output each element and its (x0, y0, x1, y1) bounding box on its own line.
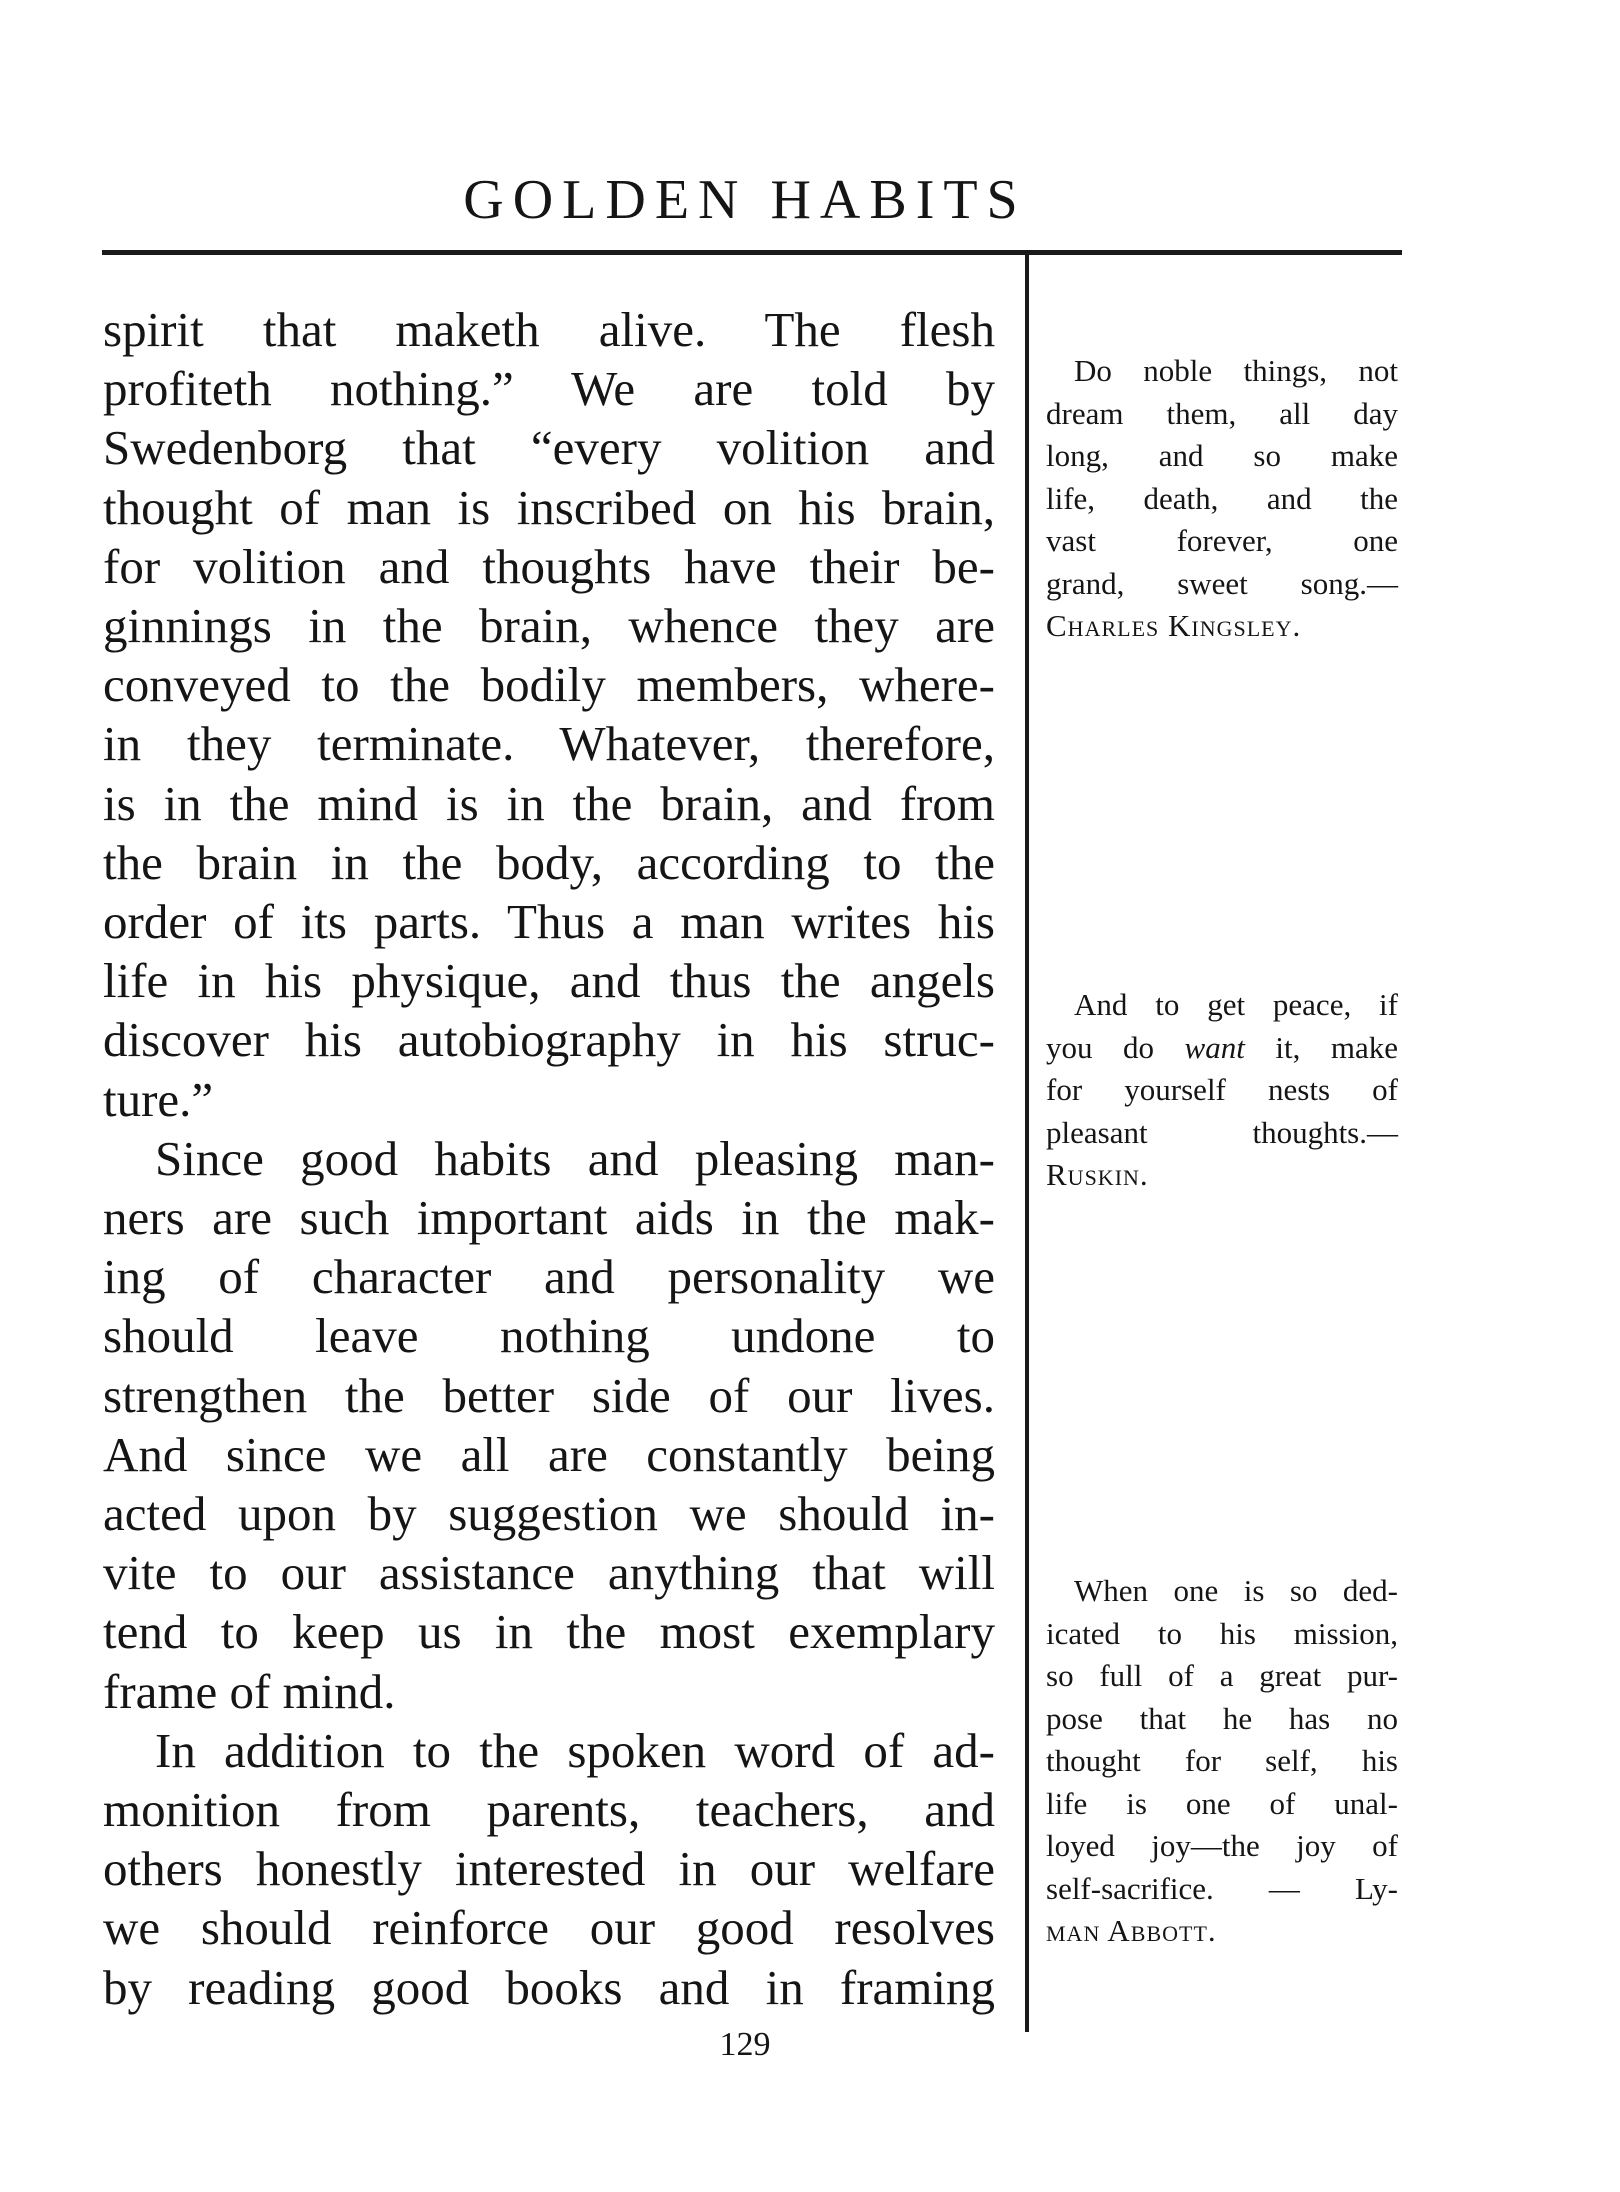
quote-line: pleasant thoughts.— (1046, 1114, 1398, 1150)
quote-line: so full of a great pur- (1046, 1658, 1398, 1693)
body-line: by reading good books and in framing (103, 1959, 995, 2015)
quote-line: pose that he has no (1046, 1700, 1398, 1736)
quote-line: vast forever, one (1046, 523, 1398, 558)
quote-author: man Abbott. (1046, 1913, 1217, 1948)
quote-line: Do noble things, not (1074, 353, 1398, 388)
body-line: for volition and thoughts have their be- (103, 538, 995, 594)
margin-quote-kingsley (1046, 350, 1398, 648)
quote-line: thought for self, his (1046, 1743, 1398, 1778)
body-line: Since good habits and pleasing man- (155, 1130, 995, 1186)
quote-line (1046, 1027, 1398, 1070)
column-divider (1025, 250, 1029, 2032)
quote-line: grand, sweet song.— (1046, 565, 1398, 601)
body-line: discover his autobiography in his struc- (103, 1012, 995, 1068)
quote-line: When one is so ded- (1074, 1573, 1398, 1608)
body-line: others honestly interested in our welfare (103, 1841, 995, 1897)
header-rule (102, 250, 1402, 255)
body-line: ing of character and personality we (103, 1249, 995, 1305)
body-line: conveyed to the bodily members, where- (103, 657, 995, 713)
body-line: life in his physique, and thus the angels (103, 953, 995, 1009)
margin-quote-abbott (1046, 1570, 1398, 1953)
quote-text: it, make (1244, 1029, 1398, 1065)
quote-line: loyed joy—the joy of (1046, 1828, 1398, 1863)
quote-author: Charles Kingsley. (1046, 608, 1302, 643)
quote-line: for yourself nests of (1046, 1072, 1398, 1107)
body-line: And since we all are constantly being (103, 1426, 995, 1482)
body-line: should leave nothing undone to (103, 1308, 995, 1364)
body-line: thought of man is inscribed on his brain, (103, 479, 995, 535)
body-line: profiteth nothing.” We are told by (103, 361, 995, 417)
quote-line: life is one of unal- (1046, 1785, 1398, 1821)
margin-quote-ruskin (1046, 984, 1398, 1197)
body-line: acted upon by suggestion we should in- (103, 1486, 995, 1542)
body-line: is in the mind is in the brain, and from (103, 775, 995, 831)
body-line: tend to keep us in the most exemplary (103, 1604, 995, 1660)
quote-line: long, and so make (1046, 438, 1398, 473)
page-number: 129 (719, 2026, 771, 2063)
body-line: spirit that maketh alive. The flesh (103, 302, 995, 357)
body-line: Swedenborg that “every volition and (103, 420, 995, 476)
body-line: vite to our assistance anything that will (103, 1545, 995, 1601)
quote-line: icated to his mission, (1046, 1615, 1398, 1651)
quote-line: And to get peace, if (1074, 987, 1398, 1022)
body-line: frame of mind. (103, 1663, 396, 1719)
body-line: ners are such important aids in the mak- (103, 1190, 995, 1246)
body-line: strengthen the better side of our lives. (103, 1367, 995, 1423)
body-line: the brain in the body, according to the (103, 834, 995, 890)
quote-author: Ruskin. (1046, 1157, 1149, 1192)
body-line: we should reinforce our good resolves (103, 1900, 995, 1956)
body-line: order of its parts. Thus a man writes his (103, 894, 995, 950)
quote-emphasis: want (1184, 1029, 1245, 1065)
quote-line: dream them, all day (1046, 395, 1398, 431)
body-line: monition from parents, teachers, and (103, 1782, 995, 1838)
quote-line: self-sacrifice. — Ly- (1046, 1870, 1398, 1906)
body-line: In addition to the spoken word of ad- (155, 1722, 995, 1778)
body-line: in they terminate. Whatever, therefore, (103, 716, 995, 772)
quote-text: you do (1046, 1029, 1185, 1065)
body-line: ginnings in the brain, whence they are (103, 598, 995, 654)
quote-line: life, death, and the (1046, 480, 1398, 516)
running-title: GOLDEN HABITS (463, 169, 1027, 231)
body-line: ture.” (103, 1071, 214, 1127)
main-column (103, 300, 995, 2017)
